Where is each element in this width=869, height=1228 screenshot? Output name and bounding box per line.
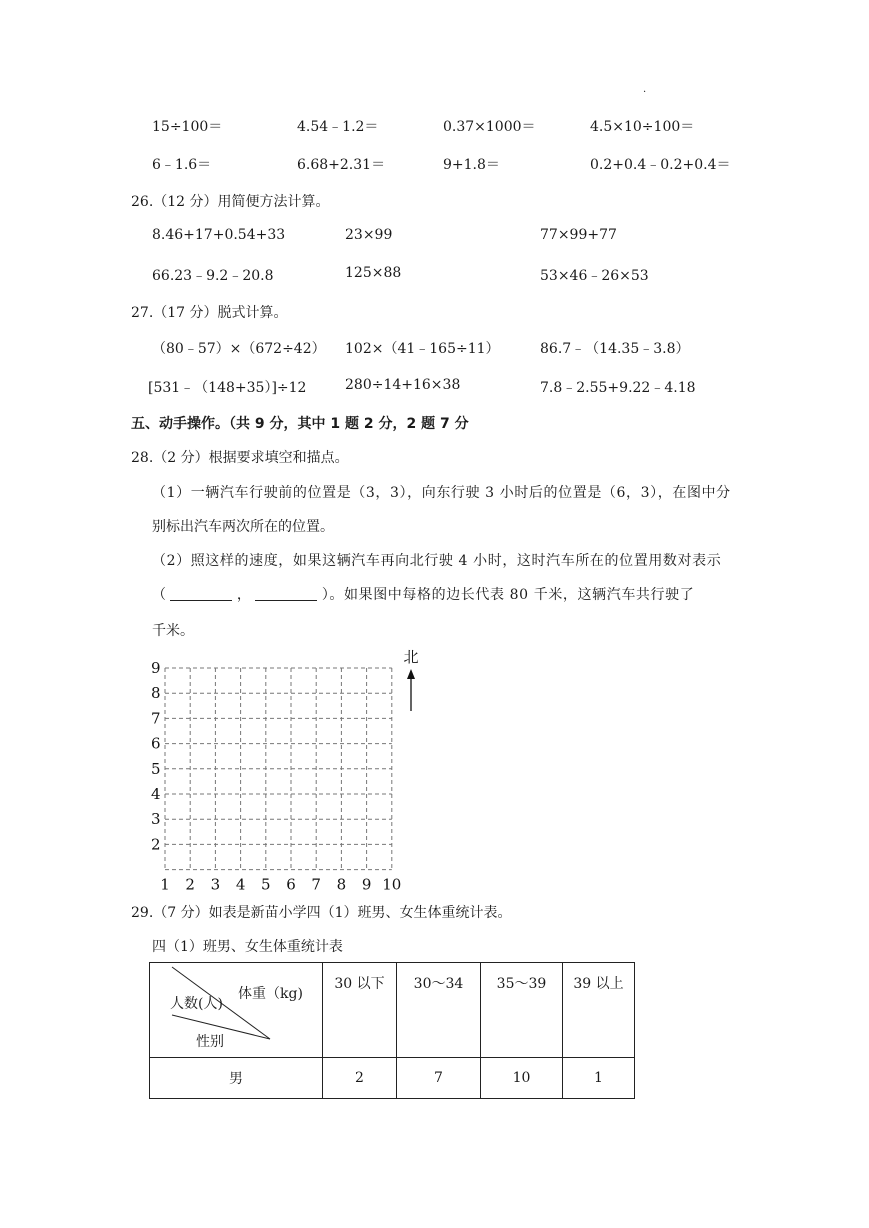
y-tick-label: 8 <box>151 684 161 703</box>
x-tick-label: 7 <box>311 875 321 894</box>
q27-item: [531﹣（148+35）]÷12 <box>148 380 307 396</box>
q28-comma: ， <box>236 587 251 603</box>
q28-part2-line1: （2）照这样的速度，如果这辆汽车再向北行驶 4 小时，这时汽车所在的位置用数对表示 <box>152 553 722 569</box>
q26-item: 23×99 <box>345 227 393 243</box>
corner-gender-label: 性别 <box>196 1034 224 1050</box>
q26-item: 53×46﹣26×53 <box>540 268 649 284</box>
q26-item: 8.46+17+0.54+33 <box>152 227 286 243</box>
column-header: 30～34 <box>397 963 481 1058</box>
y-tick-label: 9 <box>151 659 161 677</box>
answer-blank-x[interactable] <box>170 586 232 601</box>
x-tick-label: 4 <box>235 875 246 894</box>
q27-item: （80﹣57）×（672÷42） <box>152 341 326 357</box>
question-26-title: 26.（12 分）用简便方法计算。 <box>131 194 330 210</box>
y-tick-label: 3 <box>151 810 161 829</box>
x-tick-label: 8 <box>336 875 347 894</box>
calc-item: 6﹣1.6＝ <box>152 157 212 173</box>
corner-weight-label: 体重（kg) <box>238 986 303 1002</box>
table-cell: 7 <box>397 1058 481 1099</box>
calc-item: 4.5×10÷100＝ <box>590 119 695 135</box>
q26-item: 77×99+77 <box>540 227 617 243</box>
x-tick-label: 6 <box>286 875 296 894</box>
row-label: 男 <box>150 1058 323 1099</box>
x-tick-label: 9 <box>361 875 372 894</box>
x-tick-label: 2 <box>185 875 195 894</box>
table-cell: 10 <box>481 1058 563 1099</box>
section-5-heading: 五、动手操作。（共 9 分，其中 1 题 2 分，2 题 7 分 <box>131 416 469 432</box>
q27-item: 7.8﹣2.55+9.22﹣4.18 <box>540 380 696 396</box>
q28-part1-line1: （1）一辆汽车行驶前的位置是（3，3），向东行驶 3 小时后的位置是（6，3），在图中分 <box>152 485 731 501</box>
question-29-title: 29.（7 分）如表是新苗小学四（1）班男、女生体重统计表。 <box>131 905 512 921</box>
y-tick-label: 2 <box>151 835 161 854</box>
north-arrow-head <box>407 669 415 679</box>
north-label: 北 <box>403 648 419 666</box>
table-cell: 1 <box>563 1058 635 1099</box>
answer-blank-y[interactable] <box>255 586 317 601</box>
column-header: 30 以下 <box>323 963 397 1058</box>
x-tick-label: 3 <box>210 875 221 894</box>
q27-item: 280÷14+16×38 <box>345 377 461 393</box>
column-header: 39 以上 <box>563 963 635 1058</box>
table-title: 四（1）班男、女生体重统计表 <box>152 939 343 955</box>
column-header: 35～39 <box>481 963 563 1058</box>
y-tick-label: 7 <box>151 709 161 728</box>
x-tick-label: 10 <box>382 875 402 894</box>
q26-item: 66.23﹣9.2﹣20.8 <box>152 268 274 284</box>
q28-part2-line2 <box>152 584 694 604</box>
q28-part1-line2: 别标出汽车两次所在的位置。 <box>152 519 334 535</box>
table-row <box>150 1058 635 1099</box>
q27-item: 86.7﹣（14.35﹣3.8） <box>540 341 690 357</box>
stray-dot: . <box>643 84 647 95</box>
coordinate-grid[interactable] <box>140 650 430 895</box>
y-tick-label: 4 <box>151 785 161 803</box>
question-27-title: 27.（17 分）脱式计算。 <box>131 305 288 321</box>
x-tick-label: 5 <box>261 875 271 894</box>
corner-count-label: 人数(人) <box>170 996 223 1012</box>
calc-item: 9+1.8＝ <box>443 157 500 173</box>
y-tick-label: 5 <box>151 759 161 778</box>
q28-part2-line3: 千米。 <box>152 623 194 639</box>
weight-stat-table <box>149 962 635 1099</box>
corner-header-cell <box>150 963 323 1058</box>
q26-item: 125×88 <box>345 265 402 281</box>
calc-item: 0.37×1000＝ <box>443 119 536 135</box>
calc-item: 15÷100＝ <box>152 119 223 135</box>
question-28-title: 28.（2 分）根据要求填空和描点。 <box>131 450 349 466</box>
table-cell: 2 <box>323 1058 397 1099</box>
q28-open-paren: （ <box>152 587 166 603</box>
calc-item: 6.68+2.31＝ <box>297 157 386 173</box>
x-tick-label: 1 <box>160 875 170 894</box>
calc-item: 0.2+0.4﹣0.2+0.4＝ <box>590 157 731 173</box>
grid-svg[interactable] <box>140 650 430 895</box>
q27-item: 102×（41﹣165÷11） <box>345 341 500 357</box>
calc-item: 4.54﹣1.2＝ <box>297 119 379 135</box>
q28-rest: ）。如果图中每格的边长代表 80 千米，这辆汽车共行驶了 <box>321 587 695 603</box>
y-tick-label: 6 <box>151 734 161 753</box>
